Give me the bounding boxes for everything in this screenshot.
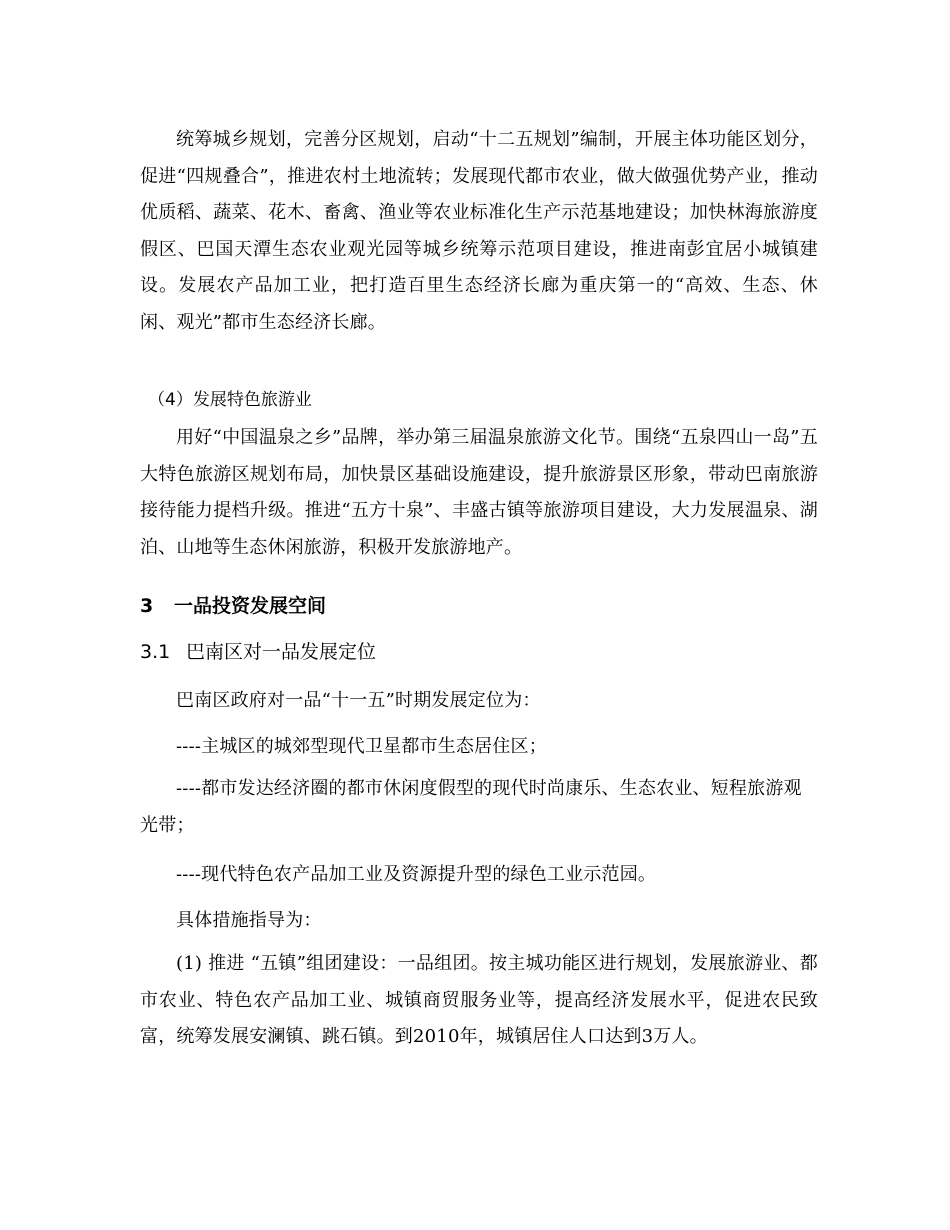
positioning-item-2 [140, 771, 818, 844]
positioning-block [140, 683, 818, 720]
paragraph-tourism [140, 420, 818, 566]
positioning-intro: 巴南区政府对一品“十一五”时期发展定位为： [176, 690, 541, 711]
positioning-item: ----现代特色农产品加工业及资源提升型的绿色工业示范园。 [176, 864, 657, 885]
body-paragraph: 统筹城乡规划，完善分区规划，启动“十二五规划”编制，开展主体功能区划分，促进“四规叠合”，推进农村土地流转；发展现代都市农业，做大做强优势产业，推动优质稻、蔬菜、花木、畜禽、渔业等农业标准化生产示范基地建设；加快林海旅游度假区、巴国天潭生态农业观光园等城乡统筹示范项目建设，推进南彭宜居小城镇建设。发展农产品加工业，把打造百里生态经济长廊为重庆第一的“高效、生态、休闲、观光”都市生态经济长廊。 [140, 129, 818, 333]
paragraph-urban-rural [140, 122, 818, 341]
measures-intro: 具体措施指导为： [176, 910, 322, 931]
subheading-tourism [140, 382, 818, 418]
positioning-item-3 [140, 857, 818, 894]
subsection-title-text: 巴南区对一品发展定位 [186, 641, 377, 663]
subsection-title [140, 634, 818, 670]
measures-intro-block [140, 903, 818, 940]
subsection-heading: （4）发展特色旅游业 [148, 390, 312, 410]
section-title-text: 一品投资发展空间 [174, 595, 327, 617]
positioning-item: ----主城区的城郊型现代卫星都市生态居住区； [176, 736, 547, 757]
measure-paragraph: (1) 推进 “五镇”组团建设：一品组团。按主城功能区进行规划，发展旅游业、都市农业、特色农产品加工业、城镇商贸服务业等，提高经济发展水平，促进农民致富，统筹发展安澜镇、跳石镇。到2010年，城镇居住人口达到3万人。 [140, 953, 818, 1047]
section-heading-3-1 [140, 634, 818, 670]
subsection-number: 3.1 [140, 641, 171, 663]
section-heading-3 [140, 588, 818, 624]
positioning-item: ----都市发达经济圈的都市休闲度假型的现代时尚康乐、生态农业、短程旅游观光带； [140, 778, 802, 836]
section-title [140, 588, 818, 624]
measure-1-block [140, 946, 818, 1056]
positioning-item-1 [140, 729, 818, 766]
body-paragraph: 用好“中国温泉之乡”品牌，举办第三届温泉旅游文化节。围绕“五泉四山一岛”五大特色旅游区规划布局，加快景区基础设施建设，提升旅游景区形象，带动巴南旅游接待能力提档升级。推进“五方十泉”、丰盛古镇等旅游项目建设，大力发展温泉、湖泊、山地等生态休闲旅游，积极开发旅游地产。 [140, 427, 818, 558]
section-number: 3 [140, 595, 154, 617]
